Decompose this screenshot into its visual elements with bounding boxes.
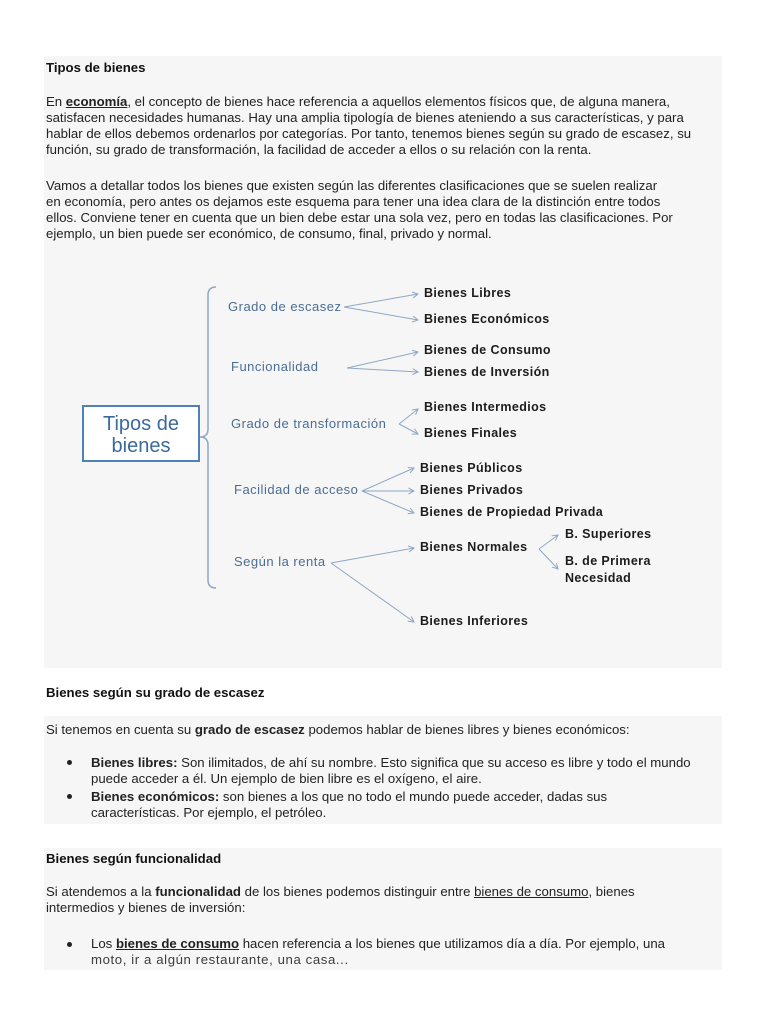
paragraph-line: intermedios y bienes de inversión:: [46, 900, 246, 915]
list-item-bienes-economicos: [91, 789, 607, 821]
list-item-line: [91, 755, 691, 771]
category-label: Grado de transformación: [231, 416, 387, 431]
item-label: Bienes Privados: [420, 483, 524, 497]
paragraph-line: ellos. Conviene tener en cuenta que un bien debe estar una sola vez, pero en todas las clasificaciones. Por: [46, 210, 673, 225]
bienes-de-consumo-link[interactable]: bienes de consumo: [115, 936, 240, 951]
text-run: Los: [91, 936, 116, 951]
subitem-label: Necesidad: [565, 571, 632, 585]
text-run: Si atendemos a la: [46, 884, 156, 899]
root-label-line-2: bienes: [111, 435, 171, 457]
page-title: Tipos de bienes: [46, 60, 146, 75]
category-label: Grado de escasez: [228, 299, 342, 314]
classification-diagram: [44, 256, 722, 666]
root-label-line-1: Tipos de: [103, 413, 179, 435]
connector-arrow: [399, 424, 418, 434]
paragraph-line: Vamos a detallar todos los bienes que existen según las diferentes clasificaciones que se suelen realizar: [46, 178, 658, 193]
text-run: , el concepto de bienes hace referencia a aquellos elementos físicos que, de alguna manera,: [127, 94, 670, 109]
category-facilidad-de-acceso: [234, 461, 604, 519]
economia-link[interactable]: economía: [65, 94, 128, 109]
bullet-icon: [67, 942, 72, 947]
text-run: podemos hablar de bienes libres y bienes económicos:: [304, 722, 630, 737]
category-funcionalidad: [231, 343, 551, 379]
paragraph-line: [46, 94, 691, 110]
connector-arrow: [331, 563, 414, 622]
bullet-icon: [67, 760, 72, 765]
list-item-term: Bienes económicos:: [91, 789, 220, 804]
connector-arrow: [362, 468, 414, 491]
item-label: Bienes Normales: [420, 540, 528, 554]
connector-arrow: [362, 491, 414, 513]
diagram-root: [83, 406, 199, 461]
intro-paragraph-2: [46, 178, 673, 242]
bold-term: grado de escasez: [194, 722, 305, 737]
list-item-term: Bienes libres:: [91, 755, 178, 770]
text-run: hacen referencia a los bienes que utilizamos día a día. Por ejemplo, una: [239, 936, 665, 951]
paragraph-line: [46, 884, 635, 900]
item-label: Bienes Libres: [424, 286, 512, 300]
category-label: Funcionalidad: [231, 359, 319, 374]
item-label: Bienes de Propiedad Privada: [420, 505, 604, 519]
category-grado-de-transformacion: [231, 400, 547, 440]
item-label: Bienes Intermedios: [424, 400, 547, 414]
intro-paragraph-1: [46, 94, 691, 158]
bold-term: funcionalidad: [155, 884, 241, 899]
subitem-label: B. de Primera: [565, 554, 651, 568]
item-label: Bienes de Consumo: [424, 343, 551, 357]
connector-arrow: [347, 368, 418, 372]
section-intro-funcionalidad: [46, 884, 635, 916]
category-segun-la-renta: [234, 527, 651, 628]
subitem-label: B. Superiores: [565, 527, 652, 541]
text-run: , bienes: [588, 884, 635, 899]
category-label: Facilidad de acceso: [234, 482, 359, 497]
connector-arrow: [539, 535, 558, 549]
item-label: Bienes Económicos: [424, 312, 550, 326]
paragraph-line: ejemplo, un bien puede ser económico, de consumo, final, privado y normal.: [46, 226, 492, 241]
item-label: Bienes de Inversión: [424, 365, 550, 379]
item-label: Bienes Inferiores: [420, 614, 529, 628]
list-item-line: puede acceder a él. Un ejemplo de bien libre es el oxígeno, el aire.: [91, 771, 482, 786]
item-label: Bienes Públicos: [420, 461, 523, 475]
paragraph-line: satisfacen necesidades humanas. Hay una amplia tipología de bienes ateniendo a sus características, y para: [46, 110, 684, 125]
section-intro-escasez: [46, 722, 630, 738]
item-label: Bienes Finales: [424, 426, 518, 440]
text-run: Son ilimitados, de ahí su nombre. Esto significa que su acceso es libre y todo el mundo: [177, 755, 691, 770]
paragraph-line: hablar de ellos debemos ordenarlos por categorías. Por tanto, tenemos bienes según su grado de escasez, su: [46, 126, 692, 141]
list-item-line: [91, 789, 607, 805]
connector-arrow: [347, 352, 418, 368]
list-item-bienes-de-consumo: [91, 936, 665, 968]
bienes-de-consumo-link[interactable]: bienes de consumo: [474, 884, 589, 899]
section-heading-escasez: Bienes según su grado de escasez: [46, 685, 265, 700]
list-item-line: características. Por ejemplo, el petróleo.: [91, 805, 327, 820]
connector-arrow: [344, 294, 418, 307]
list-item-line: [91, 936, 665, 952]
list-item-bienes-libres: [91, 755, 691, 787]
category-grado-de-escasez: [228, 286, 550, 326]
connector-arrow: [344, 307, 418, 320]
list-item-line: moto, ir a algún restaurante, una casa...: [91, 952, 349, 967]
paragraph-line: en economía, pero antes os dejamos este esquema para tener una idea clara de la distinción entre todos: [46, 194, 661, 209]
connector-arrow: [331, 548, 414, 563]
text-run: Si tenemos en cuenta su: [46, 722, 195, 737]
category-label: Según la renta: [234, 554, 326, 569]
connector-arrow: [399, 409, 418, 424]
paragraph-line: función, su grado de transformación, la facilidad de acceder a ellos o su relación con la renta.: [46, 142, 592, 157]
connector-arrow: [539, 549, 558, 569]
text-run: de los bienes podemos distinguir entre: [240, 884, 475, 899]
text-run: son bienes a los que no todo el mundo puede acceder, dadas sus: [219, 789, 608, 804]
text-run: En: [46, 94, 66, 109]
bullet-icon: [67, 794, 72, 799]
section-heading-funcionalidad: Bienes según funcionalidad: [46, 851, 222, 866]
brace: [200, 287, 216, 588]
